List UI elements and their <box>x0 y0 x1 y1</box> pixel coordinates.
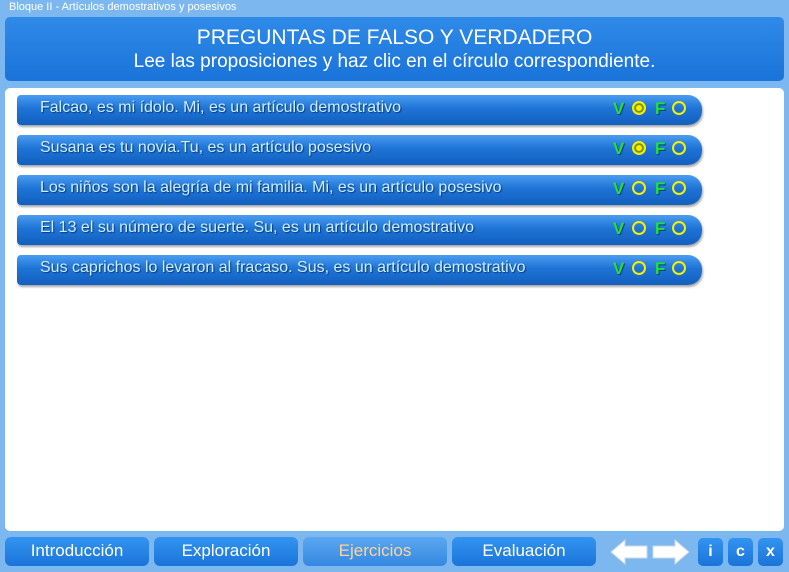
false-radio[interactable] <box>672 101 686 115</box>
false-label: F <box>655 259 666 278</box>
question-text: Susana es tu novia.Tu, es un artículo posesivo <box>40 139 372 156</box>
close-button[interactable]: x <box>758 538 783 566</box>
page-title: PREGUNTAS DE FALSO Y VERDADERO <box>196 26 593 49</box>
arrow-right-icon[interactable] <box>651 538 691 566</box>
credits-button[interactable]: c <box>728 538 753 566</box>
question-text: Sus caprichos lo levaron al fracaso. Sus, es un artículo demostrativo <box>40 259 526 276</box>
true-label: V <box>613 139 625 158</box>
question-row-2 <box>17 135 702 165</box>
false-label: F <box>655 99 666 118</box>
tab-evaluacion[interactable]: Evaluación <box>452 537 596 566</box>
true-radio[interactable] <box>632 261 646 275</box>
false-radio[interactable] <box>672 141 686 155</box>
true-label: V <box>613 219 625 238</box>
arrow-left-icon[interactable] <box>609 538 649 566</box>
window-title: Bloque II - Artículos demostrativos y posesivos <box>9 1 237 13</box>
tab-exploracion[interactable]: Exploración <box>154 537 298 566</box>
tab-ejercicios[interactable]: Ejercicios <box>303 537 447 566</box>
false-radio[interactable] <box>672 261 686 275</box>
question-row-4 <box>17 215 702 245</box>
question-text: Falcao, es mi ídolo. Mi, es un artículo demostrativo <box>40 99 402 116</box>
true-radio[interactable] <box>632 141 646 155</box>
true-label: V <box>613 179 625 198</box>
true-radio[interactable] <box>632 101 646 115</box>
questions-panel <box>5 88 784 531</box>
question-row-3 <box>17 175 702 205</box>
question-text: Los niños son la alegría de mi familia. Mi, es un artículo posesivo <box>40 179 502 196</box>
true-label: V <box>613 259 625 278</box>
question-text: El 13 el su número de suerte. Su, es un artículo demostrativo <box>40 219 475 236</box>
page-header <box>5 17 784 81</box>
false-radio[interactable] <box>672 181 686 195</box>
page-instructions: Lee las proposiciones y haz clic en el círculo correspondiente. <box>133 51 656 72</box>
tab-introduccion[interactable]: Introducción <box>5 537 149 566</box>
question-row-1 <box>17 95 702 125</box>
true-radio[interactable] <box>632 221 646 235</box>
false-radio[interactable] <box>672 221 686 235</box>
false-label: F <box>655 179 666 198</box>
true-radio[interactable] <box>632 181 646 195</box>
question-row-5 <box>17 255 702 285</box>
false-label: F <box>655 219 666 238</box>
true-label: V <box>613 99 625 118</box>
info-button[interactable]: i <box>698 538 723 566</box>
false-label: F <box>655 139 666 158</box>
